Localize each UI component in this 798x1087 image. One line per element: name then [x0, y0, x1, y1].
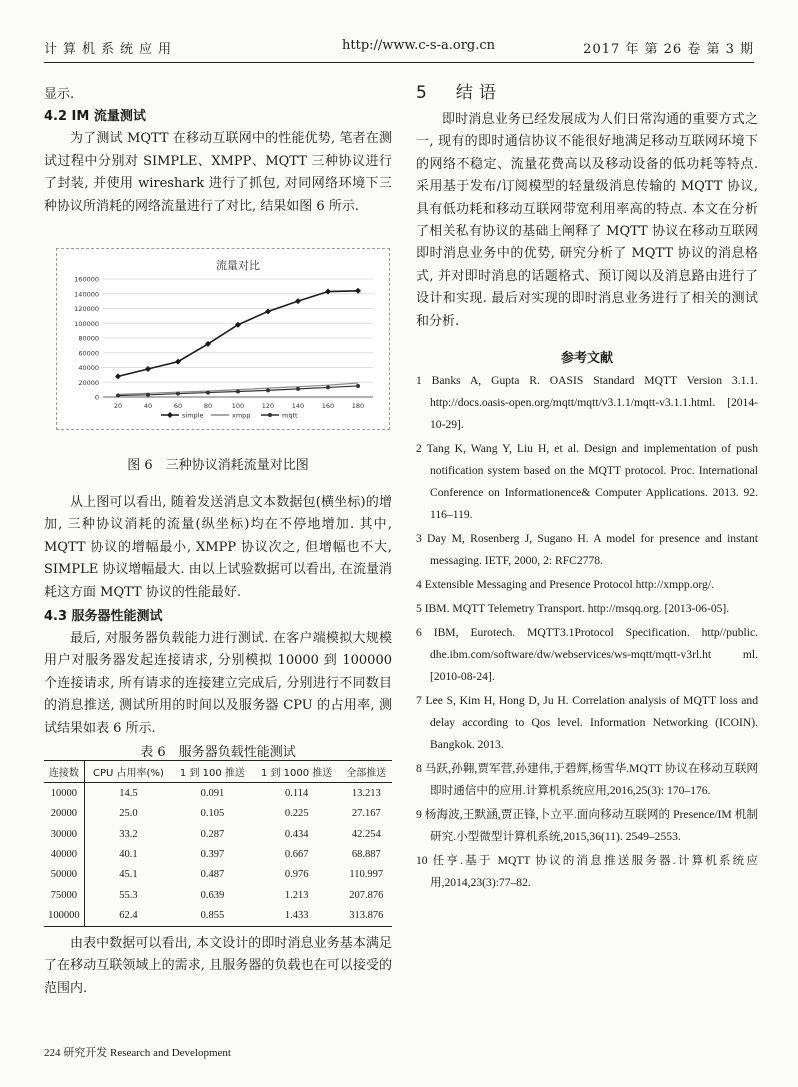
y-tick-label: 20000 — [78, 378, 99, 387]
section-4-2-paragraph-1: 为了测试 MQTT 在移动互联网中的性能优势, 笔者在测试过程中分别对 SIMPLE、XMPP、MQTT 三种协议进行了封装, 并使用 wireshark 进行了抓包, 对同网络环境下三种协议所消耗的网络流量进行了对比, 结果如图 6 所示. — [44, 131, 392, 214]
table-6 — [44, 760, 392, 927]
table-cell: 0.105 — [200, 808, 225, 820]
legend-label-mqtt: mqtt — [282, 411, 298, 420]
table-cell: 1.433 — [253, 905, 341, 926]
traffic-chart-svg — [57, 249, 389, 429]
issue-info: 2017 年 第 26 卷 第 3 期 — [583, 42, 754, 57]
page-footer: 224 研究开发 Research and Development — [44, 1047, 231, 1059]
data-point-simple — [145, 366, 151, 372]
reference-item: 6 IBM, Eurotech. MQTT3.1Protocol Specification. http//public. dhe.ibm.com/software/dw/webservices/ws-mqtt/mqtt-v3rl.ht ml. [2010-08-24]. — [416, 626, 758, 684]
table-header-row — [44, 761, 392, 783]
x-tick-label: 40 — [143, 402, 153, 410]
table-cell: 0.639 — [200, 889, 225, 901]
data-point-mqtt — [236, 389, 240, 393]
figure-6-chart — [56, 248, 390, 430]
table-cell: 0.114 — [285, 787, 309, 799]
legend-marker-simple — [167, 412, 173, 418]
x-tick-label: 60 — [173, 402, 183, 410]
table-cell: 40.1 — [119, 848, 138, 860]
section-5-title: 5 结语 — [416, 83, 502, 103]
data-point-mqtt — [116, 394, 120, 398]
section-4-2-paragraph-2: 从上图可以看出, 随着发送消息文本数据包(横坐标)的增加, 三种协议消耗的流量(纵坐标)均在不停地增加. 其中, MQTT 协议的增幅最小, XMPP 协议次之, 但增幅也不大, SIMPLE 协议增幅最大. 由以上试验数据可以看出, 在流量消耗这方面 MQTT 协议的性能最好. — [44, 495, 392, 600]
section-4-2-title: 4.2 IM 流量测试 — [44, 109, 146, 125]
y-tick-label: 60000 — [78, 349, 99, 358]
data-point-mqtt — [326, 385, 330, 389]
table-cell: 1.213 — [284, 889, 309, 901]
table-header-cell: 1 到 1000 推送 — [253, 761, 341, 783]
table-cell: 55.3 — [119, 889, 138, 901]
reference-item: 7 Lee S, Kim H, Hong D, Ju H. Correlation analysis of MQTT loss and delay according to Qos level. Information Networking (ICOIN). Bangkok. 2013. — [416, 694, 758, 752]
table-cell: 42.254 — [351, 828, 381, 840]
legend-label-xmpp: xmpp — [232, 411, 251, 420]
x-tick-label: 20 — [113, 402, 123, 410]
table-row — [44, 885, 392, 905]
data-point-mqtt — [206, 391, 210, 395]
section-4-3-title: 4.3 服务器性能测试 — [44, 609, 163, 625]
reference-item: 10 任亨.基于 MQTT 协议的消息推送服务器.计算机系统应用,2014,23(3):77–82. — [416, 854, 758, 890]
table-cell: 62.4 — [84, 905, 172, 926]
reference-item: 5 IBM. MQTT Telemetry Transport. http://msqq.org. [2013-06-05]. — [416, 602, 730, 616]
reference-item: 9 杨海波,王默涵,贾正锋,卜立平.面向移动互联网的 Presence/IM 机制研究.小型微型计算机系统,2015,36(11). 2549–2553. — [416, 808, 758, 844]
reference-item: 8 马跃,孙翱,贾军营,孙建伟,于碧辉,杨雪华.MQTT 协议在移动互联网即时通信中的应用.计算机系统应用,2016,25(3): 170–176. — [416, 762, 758, 798]
series-line-simple — [118, 291, 358, 377]
table-row — [44, 844, 392, 864]
left-column-lower — [44, 492, 392, 1000]
table-cell: 110.997 — [349, 869, 384, 881]
table-cell: 75000 — [44, 885, 84, 905]
table-cell: 33.2 — [119, 828, 138, 840]
data-point-simple — [295, 298, 301, 304]
table-cell: 20000 — [44, 803, 84, 823]
table-cell: 0.487 — [200, 869, 225, 881]
table-6-caption: 表 6 服务器负载性能测试 — [140, 745, 296, 761]
y-tick-label: 100000 — [74, 319, 99, 328]
journal-url[interactable]: http://www.c-s-a.org.cn — [342, 38, 496, 53]
x-tick-label: 120 — [261, 402, 275, 410]
y-tick-label: 120000 — [74, 305, 99, 313]
table-cell: 14.5 — [119, 787, 138, 799]
table-cell: 0.091 — [200, 787, 225, 799]
table-cell: 207.876 — [349, 889, 384, 901]
table-cell: 313.876 — [341, 905, 392, 926]
x-tick-label: 80 — [203, 402, 213, 410]
figure-6-caption: 图 6 三种协议消耗流量对比图 — [127, 458, 309, 473]
table-row — [44, 803, 392, 823]
data-point-mqtt — [356, 384, 360, 388]
table-header-cell: 连接数 — [44, 761, 84, 783]
table-header-cell: 全部推送 — [341, 761, 392, 783]
journal-name: 计算机系统应用 — [44, 42, 178, 57]
data-point-mqtt — [266, 388, 270, 392]
top-fragment: 显示. — [44, 87, 75, 102]
reference-item: 4 Extensible Messaging and Presence Protocol http://xmpp.org/. — [416, 578, 714, 592]
data-point-mqtt — [176, 392, 180, 396]
table-cell: 0.976 — [284, 869, 309, 881]
table-cell: 0.397 — [200, 848, 225, 860]
x-tick-label: 140 — [291, 402, 305, 410]
data-point-simple — [355, 288, 361, 294]
reference-list — [416, 370, 758, 894]
section-5-paragraph: 即时消息业务已经发展成为人们日常沟通的重要方式之一, 现有的即时通信协议不能很好地满足移动互联网环境下的网络不稳定、流量花费高以及移动设备的低功耗等特点. 采用基于发布/订阅模型的轻量级消息传输的 MQTT 协议, 具有低功耗和移动互联网带宽利用率高的特点. 本文在分析了相关私有协议的基础上阐释了 MQTT 协议在移动互联网即时消息业务中的优势, 研究分析了 MQTT 协议的消息格式, 并对即时消息的话题格式、预订阅以及消息路由进行了设计和实现. 最后对实现的即时消息业务进行了相关的测试和分析. — [416, 112, 758, 329]
references-title: 参考文献 — [560, 351, 613, 367]
table-cell: 0.287 — [200, 828, 225, 840]
y-tick-label: 80000 — [78, 334, 99, 343]
reference-item: 1 Banks A, Gupta R. OASIS Standard MQTT Version 3.1.1. http://docs.oasis-open.org/mqtt/mqtt/v3.1.1/mqtt-v3.1.1.html. [2014-10-29]. — [416, 374, 758, 432]
legend-marker-mqtt — [268, 413, 272, 417]
table-cell: 45.1 — [119, 869, 138, 881]
y-tick-label: 140000 — [74, 290, 99, 299]
right-column — [416, 78, 758, 894]
table-cell: 13.213 — [351, 787, 381, 799]
closing-paragraph: 由表中数据可以看出, 本文设计的即时消息业务基本满足了在移动互联领域上的需求, 且服务器的负载也在可以接受的范围内. — [44, 935, 392, 996]
page-header — [44, 34, 754, 60]
table-cell: 27.167 — [351, 808, 381, 820]
chart-title: 流量对比 — [216, 259, 260, 272]
table-header-cell: 1 到 100 推送 — [172, 761, 253, 783]
table-cell: 50000 — [44, 865, 84, 885]
header-rule — [44, 62, 754, 63]
section-4-3-paragraph-1: 最后, 对服务器负载能力进行测试. 在客户端模拟大规模用户对服务器发起连接请求, 分别模拟 10000 到 100000 个连接请求, 所有请求的连接建立完成后, 分别进行不同数目的消息推送, 测试所用的时间以及服务器 CPU 的占用率, 测试结果如表 6 所示. — [44, 631, 392, 736]
x-tick-label: 180 — [351, 402, 365, 410]
legend-label-simple: simple — [182, 411, 204, 420]
data-point-simple — [115, 373, 121, 379]
table-cell: 0.225 — [284, 808, 309, 820]
table-row — [44, 905, 392, 926]
table-cell: 30000 — [44, 824, 84, 844]
table-cell: 10000 — [44, 783, 84, 804]
table-cell: 0.434 — [284, 828, 309, 840]
table-cell: 0.855 — [172, 905, 253, 926]
y-tick-label: 160000 — [74, 275, 99, 284]
y-tick-label: 40000 — [78, 364, 99, 372]
table-cell: 40000 — [44, 844, 84, 864]
data-point-simple — [265, 308, 271, 314]
data-point-mqtt — [296, 387, 300, 391]
y-tick-label: 0 — [94, 393, 99, 402]
reference-item: 3 Day M, Rosenberg J, Sugano H. A model for presence and instant messaging. IETF, 2000, 2: RFC2778. — [416, 532, 758, 568]
table-row — [44, 783, 392, 804]
reference-item: 2 Tang K, Wang Y, Liu H, et al. Design and implementation of push notification system based on the MQTT protocol. Proc. International Conference on Informationence& Computer Applications. 2013. 92. 116–119. — [416, 442, 758, 522]
table-header-cell: CPU 占用率(%) — [84, 761, 172, 783]
table-cell: 25.0 — [119, 808, 138, 820]
x-tick-label: 100 — [231, 402, 245, 410]
x-tick-label: 160 — [321, 402, 335, 410]
table-cell: 0.667 — [284, 848, 309, 860]
table-cell: 100000 — [44, 905, 84, 926]
data-point-mqtt — [146, 393, 150, 397]
table-row — [44, 865, 392, 885]
left-column — [44, 84, 392, 218]
table-row — [44, 824, 392, 844]
table-cell: 68.887 — [351, 848, 381, 860]
